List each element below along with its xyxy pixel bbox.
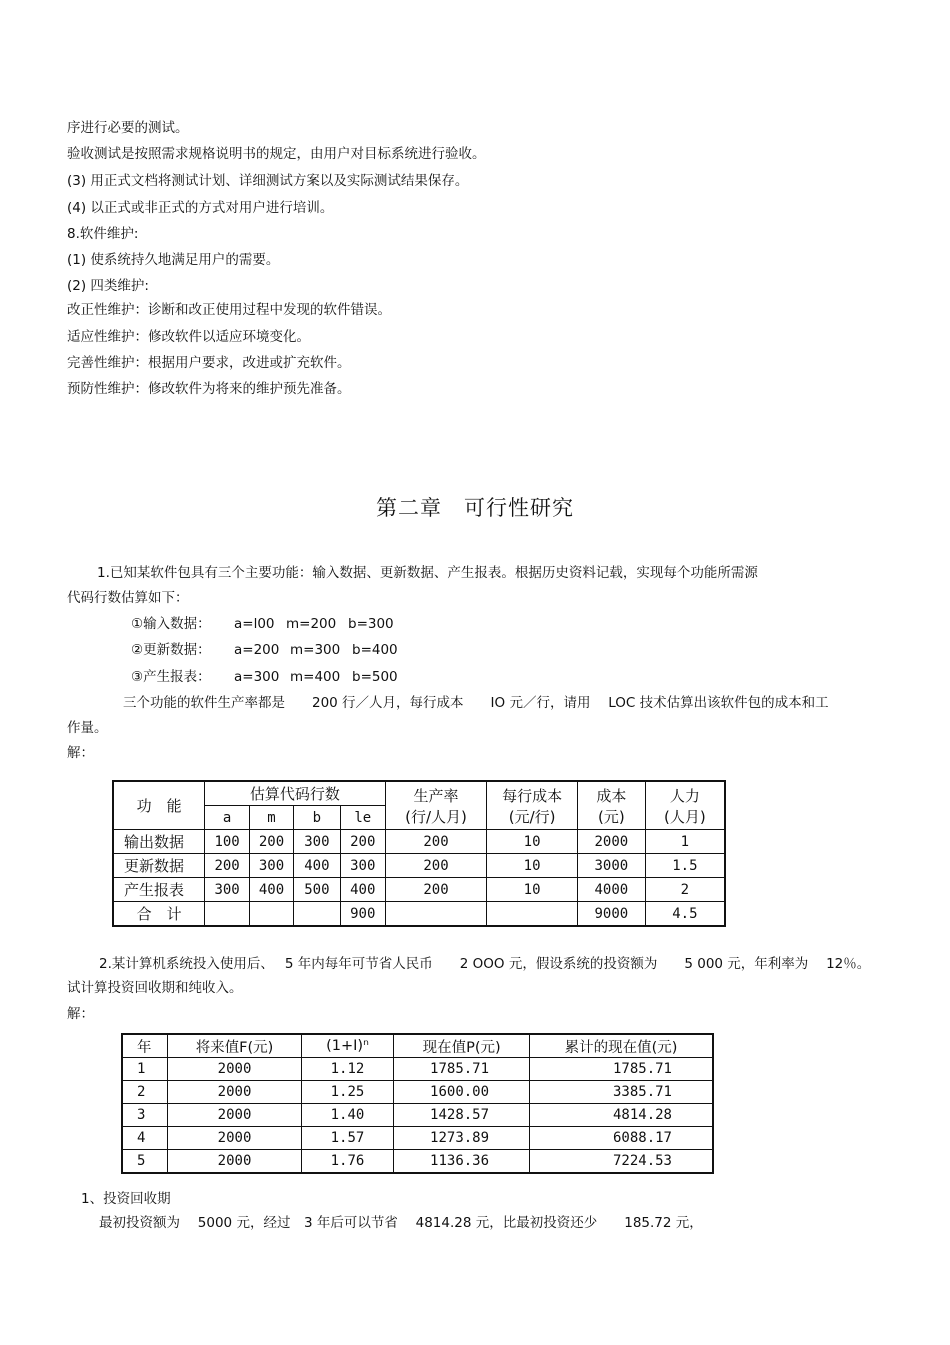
header-labor [645,781,725,830]
table-row [122,1127,713,1150]
cell: 300 [340,854,385,878]
cell: 300 [250,854,294,878]
cell: 500 [293,878,340,902]
cell: 200 [250,830,294,854]
cell: 400 [293,854,340,878]
q1-line-2: 代码行数估算如下： [67,590,189,606]
cell: 10 [487,830,578,854]
cell: 4.5 [645,902,725,927]
header-cost [577,781,645,830]
header-productivity-unit: (行/人月) [405,807,467,826]
loc-estimate-table [112,780,726,927]
q2-solution-label: 解： [67,1006,94,1022]
table-row [113,830,725,854]
item-m: m=200 [286,616,337,632]
text-line-2: 验收测试是按照需求规格说明书的规定，由用户对目标系统进行验收。 [67,146,486,162]
cell-year: 5 [122,1150,168,1174]
cell: 2000 [168,1104,301,1127]
cell: 300 [293,830,340,854]
table-header-row [113,781,725,806]
header-cumulative-pv: 累计的现在值(元) [530,1034,713,1058]
text-line-11: 预防性维护：修改软件为将来的维护预先准备。 [67,381,351,397]
cell: 1785.71 [394,1058,530,1081]
cell: 2000 [168,1058,301,1081]
header-future-value: 将来值F(元) [168,1034,301,1058]
q1-item-3 [131,668,398,686]
text-line-8: 改正性维护：诊断和改正使用过程中发现的软件错误。 [67,302,391,318]
subheader-m: m [250,806,294,830]
cell: 6088.17 [530,1127,713,1150]
text-line-10: 完善性维护：根据用户要求，改进或扩充软件。 [67,355,351,371]
header-labor-unit: (人月) [664,807,706,826]
header-present-value: 现在值P(元) [394,1034,530,1058]
cell: 10 [487,878,578,902]
cell: 200 [385,878,487,902]
cell: 900 [340,902,385,927]
q1-item-1 [131,615,394,633]
table-row [113,854,725,878]
cell: 200 [385,830,487,854]
cell: 9000 [577,902,645,927]
cell [487,902,578,927]
q1-line-1: 1.已知某软件包具有三个主要功能：输入数据、更新数据、产生报表。根据历史资料记载，实现每个功能所需源 [97,565,758,581]
cell: 400 [250,878,294,902]
header-cost-per-line [487,781,578,830]
cell: 1136.36 [394,1150,530,1174]
text-line-1: 序进行必要的测试。 [67,120,189,136]
cell: 10 [487,854,578,878]
cell: 2000 [168,1081,301,1104]
subheader-le: le [340,806,385,830]
item-m: m=400 [290,669,341,685]
table-header-row [122,1034,713,1058]
q1-line-3: 三个功能的软件生产率都是 200 行／人月，每行成本 IO 元／行，请用 LOC 技术估算出该软件包的成本和工 [123,695,829,711]
cell: 200 [205,854,250,878]
header-year: 年 [122,1034,168,1058]
item-m: m=300 [290,642,341,658]
table-total-row [113,902,725,927]
cell: 2000 [168,1127,301,1150]
header-cost-per-line-label: 每行成本 [502,786,563,805]
cell-year: 4 [122,1127,168,1150]
cell: 1.76 [301,1150,394,1174]
cell: 1.40 [301,1104,394,1127]
cell: 1785.71 [530,1058,713,1081]
cell: 3385.71 [530,1081,713,1104]
item-b: b=300 [348,616,394,632]
cell [293,902,340,927]
header-productivity-label: 生产率 [413,786,459,805]
cell: 1600.00 [394,1081,530,1104]
table-row [122,1081,713,1104]
header-cost-label: 成本 [596,786,627,805]
item-a: a=300 [234,669,280,685]
cell-function: 更新数据 [113,854,205,878]
cell-year: 3 [122,1104,168,1127]
payback-heading: 1、投资回收期 [81,1191,171,1207]
cell: 100 [205,830,250,854]
header-labor-label: 人力 [669,786,700,805]
cell: 2000 [168,1150,301,1174]
header-factor: (1+I)ⁿ [301,1034,394,1058]
q1-solution-label: 解： [67,745,94,761]
cell-year: 1 [122,1058,168,1081]
q1-line-4: 作量。 [67,720,108,736]
cell: 7224.53 [530,1150,713,1174]
cell: 1428.57 [394,1104,530,1127]
cell: 400 [340,878,385,902]
cell-year: 2 [122,1081,168,1104]
table-row [113,878,725,902]
text-line-6: (1) 使系统持久地满足用户的需要。 [67,252,280,268]
cell [385,902,487,927]
q2-line-1: 2.某计算机系统投入使用后、 5 年内每年可节省人民币 2 OOO 元，假设系统的投资额为 5 000 元，年利率为 12％。 [99,956,871,972]
cell [205,902,250,927]
header-function: 功 能 [113,781,205,830]
item-a: a=l00 [234,616,275,632]
cell [250,902,294,927]
text-line-9: 适应性维护：修改软件以适应环境变化。 [67,329,310,345]
cell: 4000 [577,878,645,902]
table-row [122,1150,713,1174]
text-line-7: (2) 四类维护: [67,278,149,294]
text-line-5: 8.软件维护: [67,226,139,242]
cell: 1.5 [645,854,725,878]
payback-text: 最初投资额为 5000 元，经过 3 年后可以节省 4814.28 元，比最初投资还少 185.72 元， [99,1215,703,1231]
chapter-title: 第二章 可行性研究 [376,496,574,520]
cell: 1 [645,830,725,854]
cell: 3000 [577,854,645,878]
item-a: a=200 [234,642,280,658]
subheader-a: a [205,806,250,830]
table-row [122,1058,713,1081]
q1-item-2 [131,641,398,659]
header-cost-per-line-unit: (元/行) [508,807,556,826]
cell-function: 产生报表 [113,878,205,902]
item-b: b=400 [352,642,398,658]
cell: 4814.28 [530,1104,713,1127]
cell: 200 [385,854,487,878]
text-line-4: (4) 以正式或非正式的方式对用户进行培训。 [67,200,334,216]
item-name: ②更新数据： [131,642,211,658]
item-b: b=500 [352,669,398,685]
cell: 1.25 [301,1081,394,1104]
cell-total-label: 合 计 [113,902,205,927]
item-name: ③产生报表： [131,669,211,685]
cell-function: 输出数据 [113,830,205,854]
q2-line-2: 试计算投资回收期和纯收入。 [67,980,243,996]
cell: 2000 [577,830,645,854]
cell: 1.57 [301,1127,394,1150]
cell: 300 [205,878,250,902]
cell: 200 [340,830,385,854]
cell: 2 [645,878,725,902]
cell: 1273.89 [394,1127,530,1150]
text-line-3: (3) 用正式文档将测试计划、详细测试方案以及实际测试结果保存。 [67,173,469,189]
subheader-b: b [293,806,340,830]
header-productivity [385,781,487,830]
cell: 1.12 [301,1058,394,1081]
table-row [122,1104,713,1127]
header-cost-unit: (元) [597,807,625,826]
item-name: ①输入数据： [131,616,211,632]
present-value-table [121,1033,714,1174]
header-estimated-loc: 估算代码行数 [205,781,386,806]
